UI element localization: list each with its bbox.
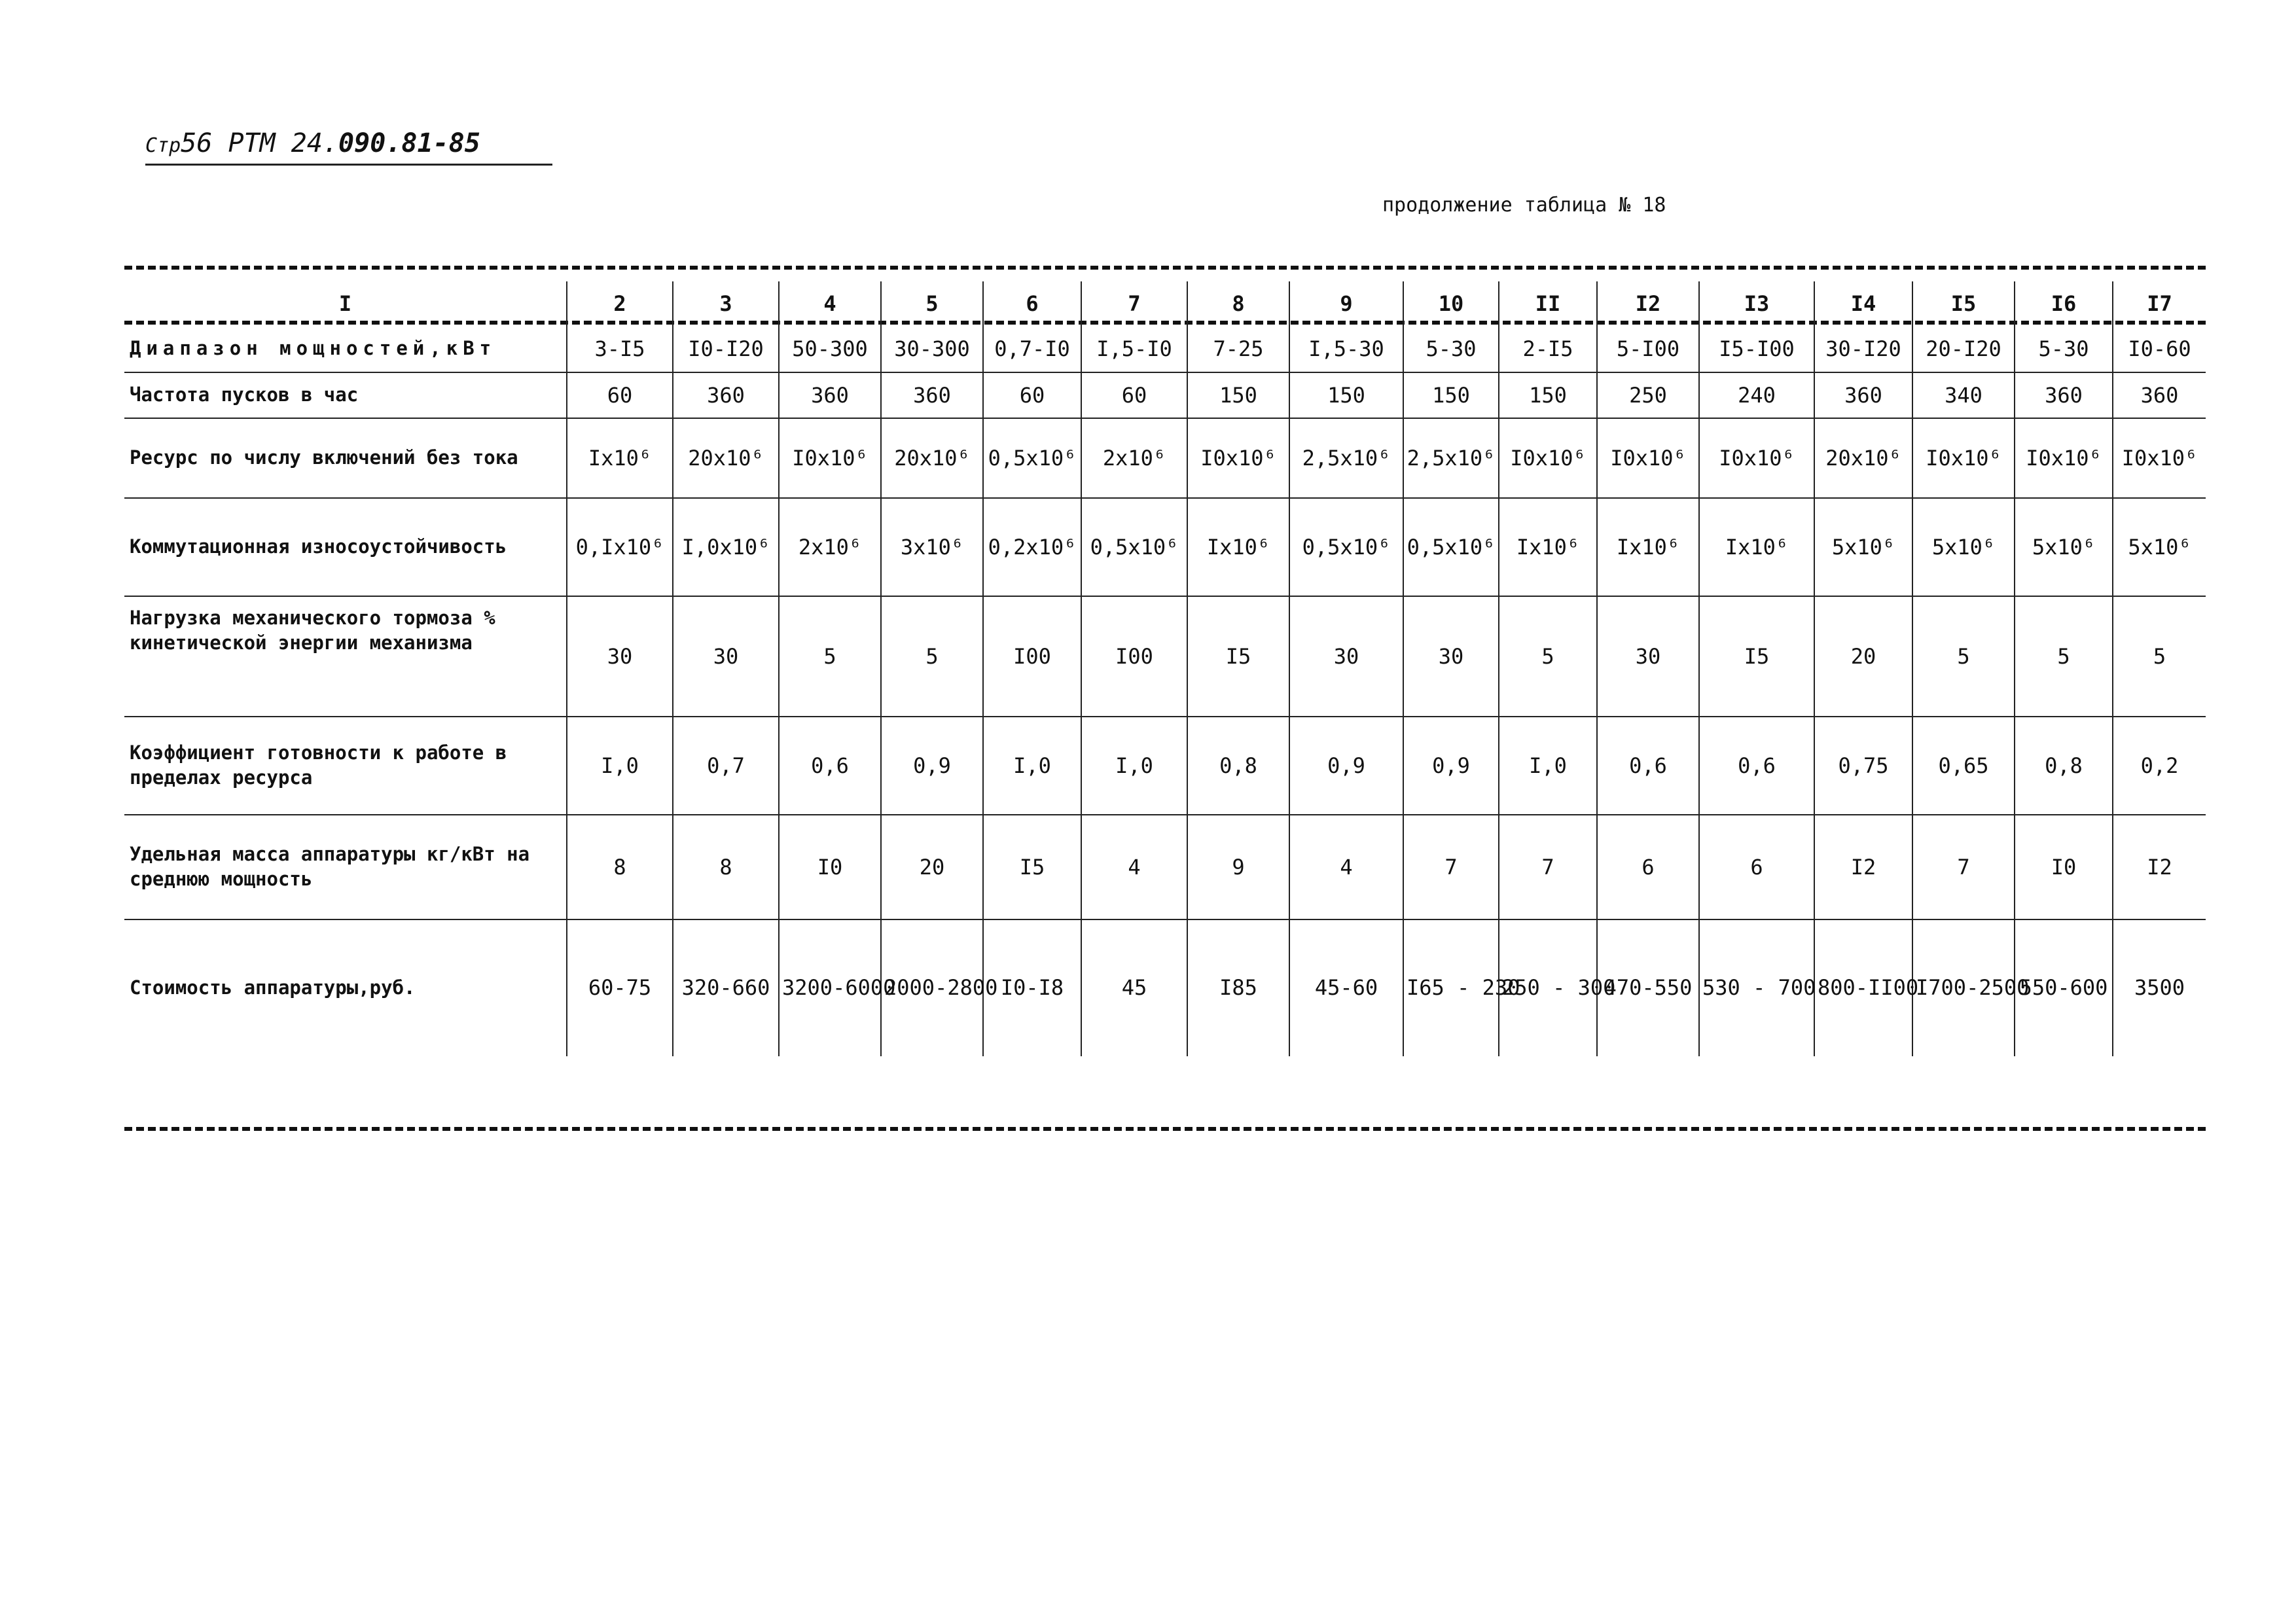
table-cell: Ix10⁶ — [567, 418, 673, 498]
table-cell: 0,6 — [1597, 717, 1699, 815]
table-cell: 7 — [1499, 815, 1597, 919]
table-cell: 0,5x10⁶ — [1081, 498, 1187, 596]
table-caption: продолжение таблица № 18 — [1382, 194, 1666, 217]
table-cell: 0,9 — [1289, 717, 1403, 815]
document-code: РТМ 24. — [228, 128, 339, 158]
table-cell: 4 — [1081, 815, 1187, 919]
table-cell: 6 — [1699, 815, 1814, 919]
table-cell: 250 - 300 — [1499, 919, 1597, 1056]
table-cell: 470-550 — [1597, 919, 1699, 1056]
table-cell: 5 — [1499, 596, 1597, 717]
table-cell: I2 — [1814, 815, 1912, 919]
table-cell: I0x10⁶ — [1499, 418, 1597, 498]
table-cell: 360 — [2113, 372, 2206, 418]
table-cell: 20x10⁶ — [1814, 418, 1912, 498]
table-cell: 30 — [1289, 596, 1403, 717]
table-cell: 5x10⁶ — [1814, 498, 1912, 596]
table-cell: 320-660 — [673, 919, 779, 1056]
table-cell: 2-I5 — [1499, 326, 1597, 372]
column-header-row — [124, 281, 2206, 326]
table-cell: 5-30 — [1403, 326, 1499, 372]
table-cell: I,0 — [983, 717, 1081, 815]
table-cell: 2,5x10⁶ — [1403, 418, 1499, 498]
table-cell: 360 — [2015, 372, 2113, 418]
table-cell: 360 — [1814, 372, 1912, 418]
table-cell: 150 — [1289, 372, 1403, 418]
table-cell: I5 — [1699, 596, 1814, 717]
row-label: Коммутационная износоустойчивость — [130, 535, 507, 558]
table-cell: 60 — [1081, 372, 1187, 418]
table-cell: I,5-I0 — [1081, 326, 1187, 372]
table-row — [124, 919, 2206, 1056]
table-cell: 0,5x10⁶ — [1289, 498, 1403, 596]
table-cell: 5 — [2015, 596, 2113, 717]
row-label: Диапазон мощностей,кВт — [130, 337, 497, 360]
table-cell: 8 — [673, 815, 779, 919]
table-cell: 20-I20 — [1912, 326, 2015, 372]
table-cell: I0x10⁶ — [2113, 418, 2206, 498]
column-header: 8 — [1187, 281, 1289, 326]
column-header: I7 — [2113, 281, 2206, 326]
table-cell: I700-2500 — [1912, 919, 2015, 1056]
column-header: 6 — [983, 281, 1081, 326]
table-cell: 30 — [1597, 596, 1699, 717]
column-header: I3 — [1699, 281, 1814, 326]
table-top-rule — [124, 266, 2206, 270]
characteristics-table — [124, 281, 2206, 1056]
table-cell: 2000-2800 — [881, 919, 983, 1056]
table-cell: I85 — [1187, 919, 1289, 1056]
table-cell: I0 — [779, 815, 881, 919]
table-cell: 360 — [881, 372, 983, 418]
table-cell: I,0 — [1499, 717, 1597, 815]
table-cell: I0-I8 — [983, 919, 1081, 1056]
table-cell: I0 — [2015, 815, 2113, 919]
table-cell: I0x10⁶ — [1597, 418, 1699, 498]
column-header: I4 — [1814, 281, 1912, 326]
table-cell: 5x10⁶ — [2113, 498, 2206, 596]
table-cell: 0,8 — [2015, 717, 2113, 815]
table-cell: 3x10⁶ — [881, 498, 983, 596]
table-cell: 8 — [567, 815, 673, 919]
column-header: I6 — [2015, 281, 2113, 326]
column-header: 2 — [567, 281, 673, 326]
table-cell: 0,5x10⁶ — [983, 418, 1081, 498]
table-cell: 30 — [1403, 596, 1499, 717]
table-cell: 530 - 700 — [1699, 919, 1814, 1056]
table-cell: Ix10⁶ — [1699, 498, 1814, 596]
table-cell: I0-60 — [2113, 326, 2206, 372]
table-cell: I00 — [983, 596, 1081, 717]
table-cell: 340 — [1912, 372, 2015, 418]
table-cell: I2 — [2113, 815, 2206, 919]
table-cell: 5 — [2113, 596, 2206, 717]
row-label: Коэффициент готовности к работе в пределах ресурса — [130, 741, 507, 789]
table-cell: 6 — [1597, 815, 1699, 919]
table-cell: 2x10⁶ — [1081, 418, 1187, 498]
row-label: Частота пусков в час — [130, 383, 359, 406]
table-cell: 30 — [673, 596, 779, 717]
table-cell: 45 — [1081, 919, 1187, 1056]
table-row — [124, 717, 2206, 815]
table-cell: 60 — [983, 372, 1081, 418]
table-cell: 0,7-I0 — [983, 326, 1081, 372]
table-cell: 4 — [1289, 815, 1403, 919]
table-cell: 45-60 — [1289, 919, 1403, 1056]
table-cell: 5 — [779, 596, 881, 717]
table-cell: 150 — [1499, 372, 1597, 418]
table-cell: I0x10⁶ — [1187, 418, 1289, 498]
table-cell: 0,Ix10⁶ — [567, 498, 673, 596]
table-cell: I5 — [1187, 596, 1289, 717]
column-header: I5 — [1912, 281, 2015, 326]
table-cell: 0,2 — [2113, 717, 2206, 815]
row-label: Стоимость аппаратуры,руб. — [130, 976, 416, 999]
column-header: 5 — [881, 281, 983, 326]
table-cell: 0,9 — [1403, 717, 1499, 815]
table-cell: 9 — [1187, 815, 1289, 919]
table-cell: 20 — [1814, 596, 1912, 717]
table-cell: 0,65 — [1912, 717, 2015, 815]
page-prefix: Стр — [145, 134, 181, 157]
table-cell: I5-I00 — [1699, 326, 1814, 372]
table-cell: 800-II00 — [1814, 919, 1912, 1056]
table-cell: I,5-30 — [1289, 326, 1403, 372]
table-row — [124, 372, 2206, 418]
page-header — [145, 128, 552, 166]
table-cell: 0,75 — [1814, 717, 1912, 815]
table-cell: 360 — [779, 372, 881, 418]
table-cell: 20x10⁶ — [673, 418, 779, 498]
table-cell: 20 — [881, 815, 983, 919]
table-cell: 50-300 — [779, 326, 881, 372]
table-cell: I00 — [1081, 596, 1187, 717]
table-bottom-rule — [124, 1127, 2206, 1131]
table-cell: 0,6 — [779, 717, 881, 815]
table-cell: Ix10⁶ — [1597, 498, 1699, 596]
table-cell: 60-75 — [567, 919, 673, 1056]
table-row — [124, 418, 2206, 498]
table-row — [124, 815, 2206, 919]
table-cell: 5 — [1912, 596, 2015, 717]
table-cell: 3500 — [2113, 919, 2206, 1056]
table-cell: 150 — [1187, 372, 1289, 418]
table-cell: 60 — [567, 372, 673, 418]
table-cell: 30 — [567, 596, 673, 717]
table-cell: 0,2x10⁶ — [983, 498, 1081, 596]
column-header: 3 — [673, 281, 779, 326]
table-cell: 550-600 — [2015, 919, 2113, 1056]
table-cell: I,0 — [567, 717, 673, 815]
row-label: Удельная масса аппаратуры кг/кВт на среднюю мощность — [130, 843, 530, 890]
table-cell: I,0x10⁶ — [673, 498, 779, 596]
column-header: 4 — [779, 281, 881, 326]
table-row — [124, 326, 2206, 372]
table-cell: I0x10⁶ — [1912, 418, 2015, 498]
column-header: 9 — [1289, 281, 1403, 326]
table-cell: 2,5x10⁶ — [1289, 418, 1403, 498]
table-row — [124, 498, 2206, 596]
column-header: II — [1499, 281, 1597, 326]
column-header: I — [338, 291, 352, 316]
table-cell: 3-I5 — [567, 326, 673, 372]
table-cell: I,0 — [1081, 717, 1187, 815]
table-cell: 0,9 — [881, 717, 983, 815]
table-cell: 150 — [1403, 372, 1499, 418]
table-cell: 5x10⁶ — [2015, 498, 2113, 596]
row-label: Ресурс по числу включений без тока — [130, 446, 518, 469]
table-cell: 0,8 — [1187, 717, 1289, 815]
table-cell: 5x10⁶ — [1912, 498, 2015, 596]
table-cell: Ix10⁶ — [1499, 498, 1597, 596]
table-cell: I65 - 230 — [1403, 919, 1499, 1056]
document-code-tail: 090.81-85 — [338, 128, 480, 158]
table-cell: 30-I20 — [1814, 326, 1912, 372]
page-number: 56 — [181, 128, 213, 158]
table-cell: I0-I20 — [673, 326, 779, 372]
row-label: Нагрузка механического тормоза % кинетической энергии механизма — [130, 607, 495, 654]
table-cell: 0,7 — [673, 717, 779, 815]
table-cell: 0,6 — [1699, 717, 1814, 815]
table-cell: 5 — [881, 596, 983, 717]
table-cell: 7 — [1912, 815, 2015, 919]
table-cell: I0x10⁶ — [1699, 418, 1814, 498]
table-cell: 20x10⁶ — [881, 418, 983, 498]
table-cell: 5-I00 — [1597, 326, 1699, 372]
table-cell: 3200-6000 — [779, 919, 881, 1056]
table-cell: 360 — [673, 372, 779, 418]
table-row — [124, 596, 2206, 717]
table-cell: I5 — [983, 815, 1081, 919]
table-cell: 0,5x10⁶ — [1403, 498, 1499, 596]
table-cell: 7 — [1403, 815, 1499, 919]
table-cell: 5-30 — [2015, 326, 2113, 372]
column-header: 10 — [1403, 281, 1499, 326]
table-cell: 250 — [1597, 372, 1699, 418]
table-cell: I0x10⁶ — [2015, 418, 2113, 498]
table-cell: Ix10⁶ — [1187, 498, 1289, 596]
table-cell: 30-300 — [881, 326, 983, 372]
table-cell: 240 — [1699, 372, 1814, 418]
table-cell: 2x10⁶ — [779, 498, 881, 596]
table-cell: 7-25 — [1187, 326, 1289, 372]
column-header: 7 — [1081, 281, 1187, 326]
table-cell: I0x10⁶ — [779, 418, 881, 498]
column-header: I2 — [1597, 281, 1699, 326]
